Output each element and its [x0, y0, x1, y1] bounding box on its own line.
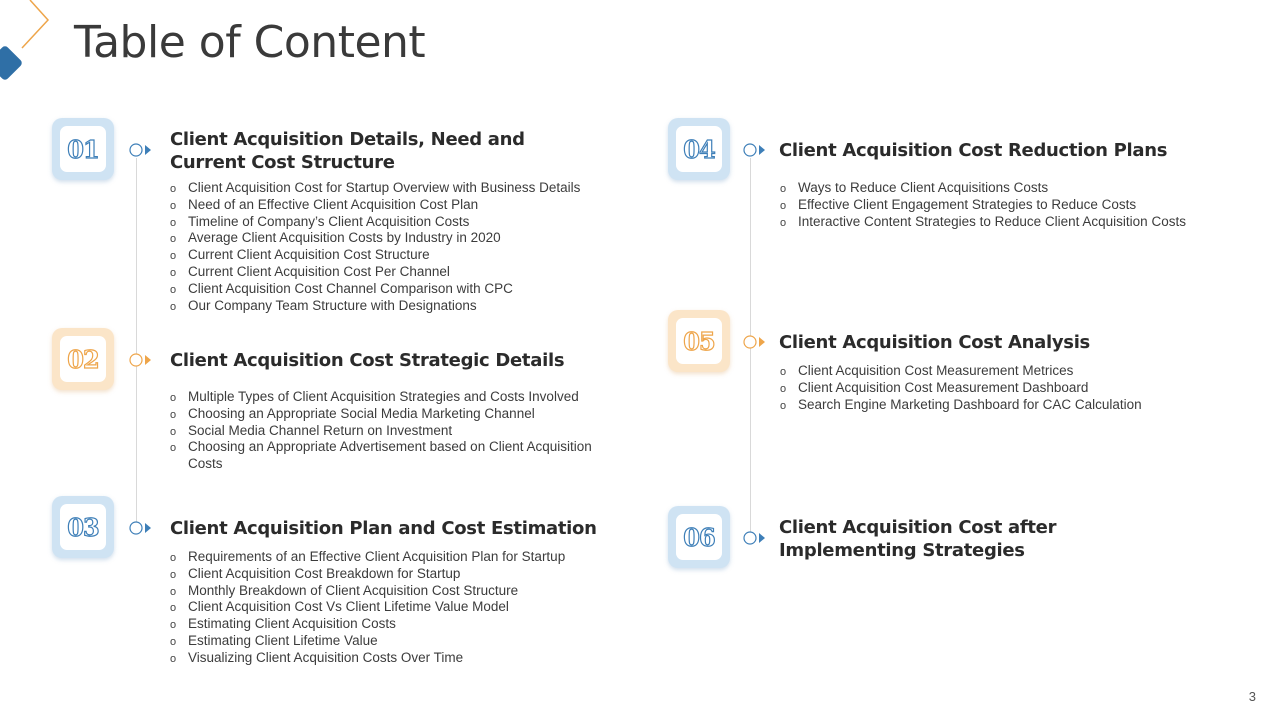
bullet-circle-icon: o	[170, 602, 177, 615]
bullet-circle-icon: o	[170, 392, 177, 404]
list-item[interactable]: o Requirements of an Effective Client Acquisition Plan for Startup	[170, 549, 620, 566]
bullet-circle-icon: o	[170, 216, 177, 229]
bullet-circle-icon: o	[170, 619, 177, 632]
list-item[interactable]: o Client Acquisition Cost Vs Client Lifetime Value Model	[170, 599, 620, 616]
section-number-badge	[668, 118, 730, 180]
section-number-badge	[668, 310, 730, 372]
connector-arrow-icon	[742, 335, 766, 349]
page-number: 3	[1248, 689, 1256, 704]
bullet-circle-icon: o	[170, 233, 177, 246]
section-items-list	[170, 180, 620, 314]
bullet-circle-icon: o	[170, 199, 177, 212]
timeline-line-right	[750, 158, 751, 540]
section-heading[interactable]: Client Acquisition Cost Strategic Details	[170, 350, 565, 371]
section-number: 02	[60, 336, 106, 382]
section-number: 04	[676, 126, 722, 172]
list-item[interactable]: o Ways to Reduce Client Acquisitions Costs	[780, 180, 1240, 197]
bullet-circle-icon: o	[170, 283, 177, 296]
list-item[interactable]: o Need of an Effective Client Acquisition Cost Plan	[170, 197, 620, 214]
section-items-list	[780, 180, 1240, 230]
list-item[interactable]: o Estimating Client Lifetime Value	[170, 633, 620, 650]
section-number: 03	[60, 504, 106, 550]
bullet-circle-icon: o	[780, 399, 787, 412]
list-item[interactable]: o Effective Client Engagement Strategies to Reduce Costs	[780, 197, 1240, 214]
section-number: 05	[676, 318, 722, 364]
bullet-circle-icon: o	[170, 652, 177, 665]
list-item[interactable]: o Current Client Acquisition Cost Per Channel	[170, 264, 620, 281]
bullet-circle-icon: o	[780, 216, 787, 229]
section-items-list	[170, 389, 620, 473]
list-item[interactable]: o Our Company Team Structure with Designations	[170, 298, 620, 315]
connector-arrow-icon	[128, 521, 152, 535]
section-heading[interactable]: Client Acquisition Plan and Cost Estimation	[170, 518, 597, 539]
corner-decoration	[0, 0, 60, 90]
section-heading[interactable]: Client Acquisition Details, Need and Current Cost Structure	[170, 129, 525, 173]
bullet-circle-icon: o	[780, 382, 787, 395]
connector-arrow-icon	[742, 531, 766, 545]
bullet-circle-icon: o	[170, 183, 177, 195]
bullet-circle-icon: o	[170, 425, 177, 438]
list-item[interactable]: o Current Client Acquisition Cost Structure	[170, 247, 620, 264]
section-heading[interactable]: Client Acquisition Cost Reduction Plans	[779, 140, 1168, 161]
section-number-badge	[52, 496, 114, 558]
bullet-circle-icon: o	[170, 552, 177, 564]
bullet-circle-icon: o	[170, 635, 177, 648]
list-item[interactable]: o Visualizing Client Acquisition Costs Over Time	[170, 650, 620, 667]
bullet-circle-icon: o	[170, 408, 177, 421]
section-number-badge	[668, 506, 730, 568]
section-heading[interactable]: Client Acquisition Cost after Implementing Strategies	[779, 517, 1057, 561]
list-item[interactable]: o Choosing an Appropriate Social Media Marketing Channel	[170, 406, 620, 423]
timeline-line-left	[136, 158, 137, 530]
list-item[interactable]: o Client Acquisition Cost Channel Comparison with CPC	[170, 281, 620, 298]
bullet-circle-icon: o	[170, 585, 177, 598]
bullet-circle-icon: o	[170, 568, 177, 581]
list-item[interactable]: o Social Media Channel Return on Investment	[170, 423, 620, 440]
bullet-circle-icon: o	[170, 300, 177, 313]
list-item[interactable]: o Client Acquisition Cost Measurement Dashboard	[780, 380, 1240, 397]
bullet-circle-icon: o	[170, 442, 177, 455]
list-item[interactable]: o Timeline of Company’s Client Acquisition Costs	[170, 214, 620, 231]
section-heading[interactable]: Client Acquisition Cost Analysis	[779, 332, 1090, 353]
bullet-circle-icon: o	[170, 250, 177, 263]
bullet-circle-icon: o	[170, 266, 177, 279]
list-item[interactable]: o Monthly Breakdown of Client Acquisition Cost Structure	[170, 583, 620, 600]
connector-arrow-icon	[128, 353, 152, 367]
bullet-circle-icon: o	[780, 199, 787, 212]
bullet-circle-icon: o	[780, 183, 787, 195]
section-number-badge	[52, 118, 114, 180]
connector-arrow-icon	[742, 143, 766, 157]
list-item[interactable]: o Average Client Acquisition Costs by Industry in 2020	[170, 230, 620, 247]
section-items-list	[170, 549, 620, 667]
section-number-badge	[52, 328, 114, 390]
list-item[interactable]: o Estimating Client Acquisition Costs	[170, 616, 620, 633]
list-item[interactable]: o Multiple Types of Client Acquisition Strategies and Costs Involved	[170, 389, 620, 406]
connector-arrow-icon	[128, 143, 152, 157]
section-items-list	[780, 363, 1240, 413]
list-item[interactable]: o Search Engine Marketing Dashboard for CAC Calculation	[780, 397, 1240, 414]
list-item[interactable]: o Client Acquisition Cost Measurement Metrices	[780, 363, 1240, 380]
bullet-circle-icon: o	[780, 366, 787, 378]
page-title: Table of Content	[74, 17, 426, 68]
section-number: 06	[676, 514, 722, 560]
section-number: 01	[60, 126, 106, 172]
list-item[interactable]: o Client Acquisition Cost for Startup Overview with Business Details	[170, 180, 620, 197]
list-item[interactable]: o Choosing an Appropriate Advertisement based on Client Acquisition Costs	[170, 439, 592, 472]
list-item[interactable]: o Client Acquisition Cost Breakdown for Startup	[170, 566, 620, 583]
list-item[interactable]: o Interactive Content Strategies to Reduce Client Acquisition Costs	[780, 214, 1240, 231]
